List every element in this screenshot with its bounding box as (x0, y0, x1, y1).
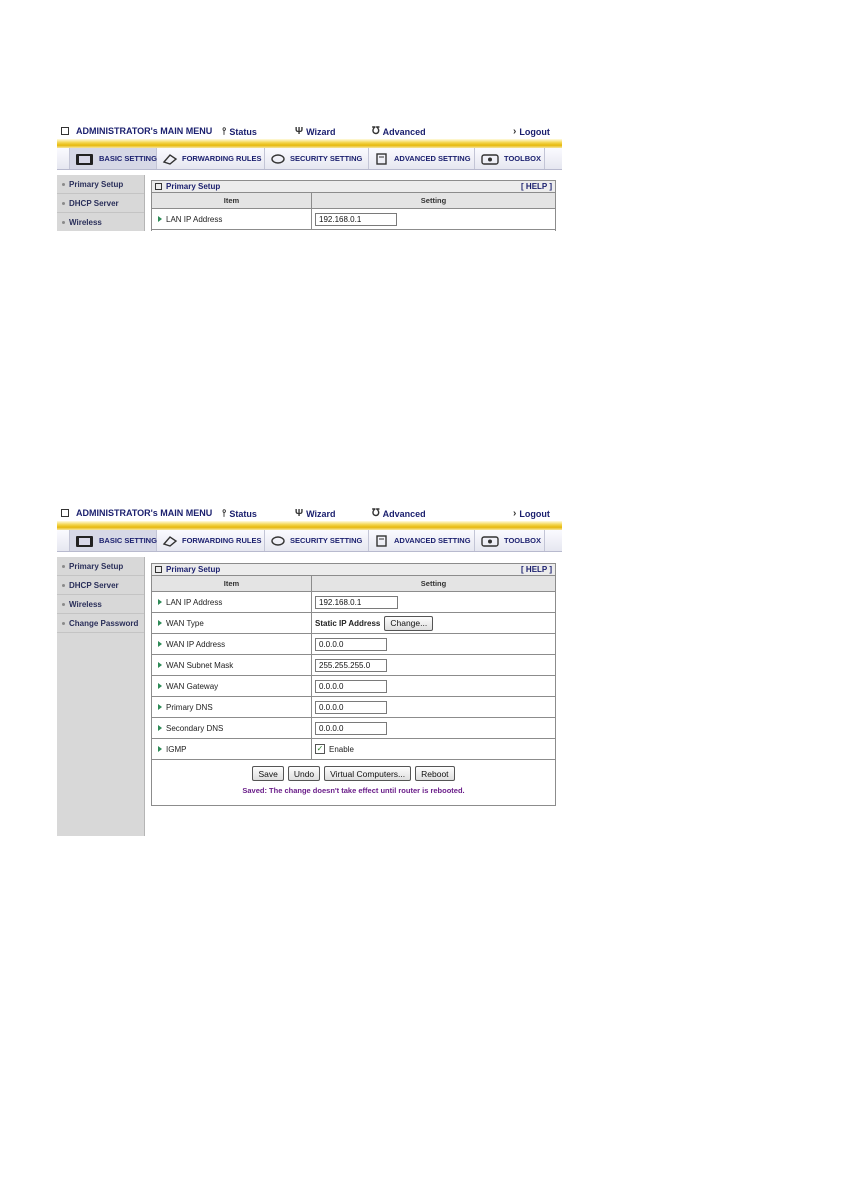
security-icon (270, 534, 286, 548)
status-link[interactable]: ⫯ Status (222, 126, 257, 137)
tab-toolbox[interactable]: TOOLBOX (475, 148, 545, 169)
undo-button[interactable]: Undo (288, 766, 320, 781)
arrow-icon: › (513, 508, 517, 519)
igmp-enable-checkbox[interactable]: ✓ (316, 744, 324, 753)
arrow-icon: › (513, 126, 517, 137)
wizard-icon: Ψ (295, 126, 304, 137)
table-row: IGMP ✓ Enable (152, 739, 555, 760)
tab-advanced-setting[interactable]: ADVANCED SETTING (369, 148, 475, 169)
igmp-enable-label: Enable (329, 744, 354, 754)
sidebar-item-dhcp-server[interactable]: DHCP Server (57, 576, 144, 595)
wizard-link[interactable]: Ψ Wizard (295, 508, 336, 519)
sidebar-item-wireless[interactable]: Wireless (57, 595, 144, 614)
primary-setup-panel (151, 180, 556, 231)
advanced-link[interactable]: ℧ Advanced (372, 508, 426, 519)
forwarding-icon (162, 152, 178, 166)
sidebar-item-dhcp-server[interactable]: DHCP Server (57, 194, 144, 213)
status-link[interactable]: ⫯ Status (222, 508, 257, 519)
admin-menu-title: ADMINISTRATOR's MAIN MENU (61, 126, 212, 136)
help-link[interactable]: [ HELP ] (521, 182, 552, 191)
tab-basic-setting[interactable]: BASIC SETTING (69, 148, 157, 169)
wan-subnet-mask-input[interactable]: 255.255.255.0 (315, 659, 387, 672)
gold-divider (57, 139, 562, 148)
save-button[interactable]: Save (252, 766, 283, 781)
status-icon: ⫯ (222, 508, 227, 519)
table-row: WAN Subnet Mask 255.255.255.0 (152, 655, 555, 676)
advanced-setting-icon (374, 534, 390, 548)
wizard-icon: Ψ (295, 508, 304, 519)
change-button[interactable]: Change... (384, 616, 433, 631)
arrow-icon (158, 746, 162, 752)
tab-advanced-setting[interactable]: ADVANCED SETTING (369, 530, 475, 551)
advanced-link[interactable]: ℧ Advanced (372, 126, 426, 137)
arrow-icon (158, 725, 162, 731)
table-row: WAN Type Static IP Address Change... (152, 613, 555, 634)
table-row: Primary DNS 0.0.0.0 (152, 697, 555, 718)
arrow-icon (158, 599, 162, 605)
security-icon (270, 152, 286, 166)
book-icon (75, 152, 95, 166)
advanced-icon: ℧ (372, 126, 380, 137)
secondary-dns-input[interactable]: 0.0.0.0 (315, 722, 387, 735)
admin-menu-title: ADMINISTRATOR's MAIN MENU (61, 508, 212, 518)
help-link[interactable]: [ HELP ] (521, 565, 552, 574)
table-row: WAN IP Address 0.0.0.0 (152, 634, 555, 655)
wan-ip-input[interactable]: 0.0.0.0 (315, 638, 387, 651)
arrow-icon (158, 683, 162, 689)
table-row: WAN Gateway 0.0.0.0 (152, 676, 555, 697)
wizard-link[interactable]: Ψ Wizard (295, 126, 336, 137)
panel-title: Primary Setup [ HELP ] (152, 181, 555, 193)
arrow-icon (158, 620, 162, 626)
table-row: LAN IP Address 192.168.0.1 (152, 592, 555, 613)
arrow-icon (158, 641, 162, 647)
toolbox-icon (480, 152, 500, 166)
action-buttons (152, 766, 555, 781)
tab-security-setting[interactable]: SECURITY SETTING (265, 530, 369, 551)
advanced-icon: ℧ (372, 508, 380, 519)
advanced-setting-icon (374, 152, 390, 166)
tab-toolbox[interactable]: TOOLBOX (475, 530, 545, 551)
sidebar-item-primary-setup[interactable]: Primary Setup (57, 175, 144, 194)
panel-title: Primary Setup [ HELP ] (152, 564, 555, 576)
table-header: Item Setting (152, 193, 555, 209)
admin-menu-bar (57, 124, 562, 140)
status-icon: ⫯ (222, 126, 227, 137)
primary-setup-panel (151, 563, 556, 806)
tab-bar (57, 148, 562, 170)
table-header: Item Setting (152, 576, 555, 592)
wan-gateway-input[interactable]: 0.0.0.0 (315, 680, 387, 693)
sidebar-item-primary-setup[interactable]: Primary Setup (57, 557, 144, 576)
tab-forwarding-rules[interactable]: FORWARDING RULES (157, 530, 265, 551)
logout-link[interactable]: › Logout (513, 126, 550, 137)
reboot-button[interactable]: Reboot (415, 766, 454, 781)
sidebar (57, 557, 145, 836)
tab-forwarding-rules[interactable]: FORWARDING RULES (157, 148, 265, 169)
logout-link[interactable]: › Logout (513, 508, 550, 519)
router-screenshot-full (57, 506, 562, 836)
tab-security-setting[interactable]: SECURITY SETTING (265, 148, 369, 169)
arrow-icon (158, 704, 162, 710)
forwarding-icon (162, 534, 178, 548)
gold-divider (57, 521, 562, 530)
table-row: Secondary DNS 0.0.0.0 (152, 718, 555, 739)
router-screenshot-cropped (57, 124, 562, 231)
book-icon (75, 534, 95, 548)
arrow-icon (158, 662, 162, 668)
tab-bar (57, 530, 562, 552)
table-row: LAN IP Address 192.168.0.1 (152, 209, 555, 230)
sidebar (57, 175, 145, 231)
toolbox-icon (480, 534, 500, 548)
arrow-icon (158, 216, 162, 222)
sidebar-item-change-password[interactable]: Change Password (57, 614, 144, 633)
wan-type-value: Static IP Address (315, 618, 381, 628)
admin-menu-bar (57, 506, 562, 522)
saved-message: Saved: The change doesn't take effect until router is rebooted. (242, 786, 465, 795)
primary-dns-input[interactable]: 0.0.0.0 (315, 701, 387, 714)
tab-basic-setting[interactable]: BASIC SETTING (69, 530, 157, 551)
lan-ip-input[interactable]: 192.168.0.1 (315, 213, 397, 226)
virtual-computers-button[interactable]: Virtual Computers... (324, 766, 411, 781)
lan-ip-input[interactable]: 192.168.0.1 (315, 596, 398, 609)
sidebar-item-wireless[interactable]: Wireless (57, 213, 144, 231)
